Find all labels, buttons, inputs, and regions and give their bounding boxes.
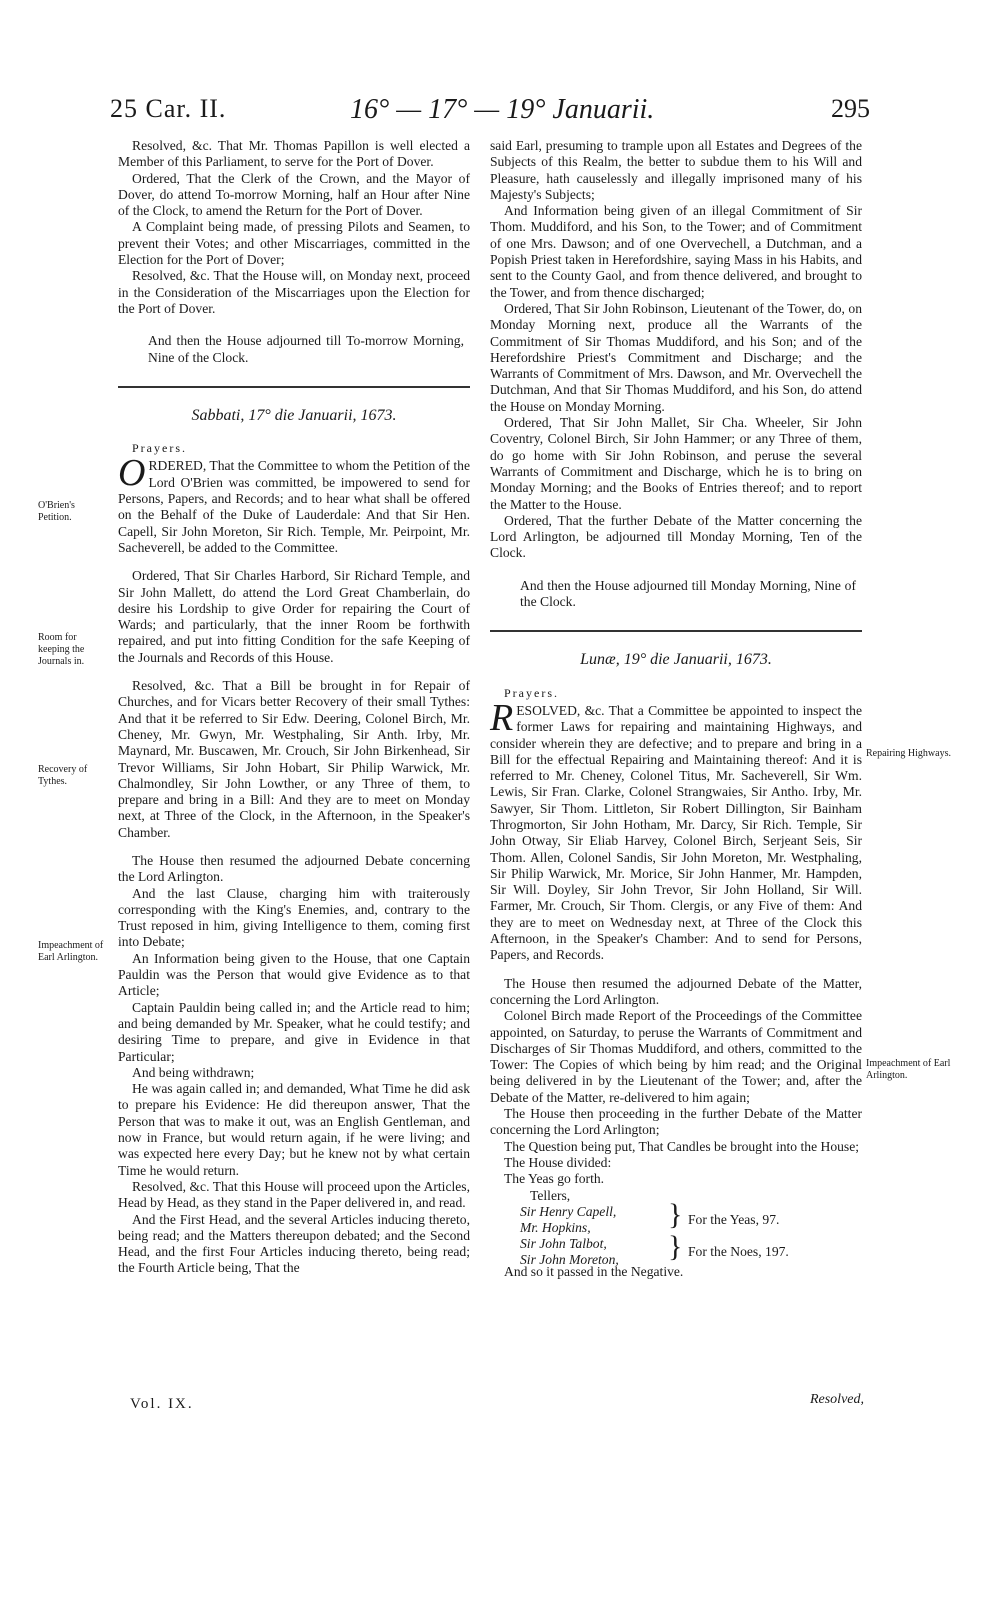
paragraph-captain: Captain Pauldin being called in; and the Article read to him; and being demanded by Mr. Speaker, what he could testify; and desiring Time to prepare, and give in Evidence in that Particular;: [118, 999, 470, 1064]
paragraph-negative: And so it passed in the Negative.: [504, 1263, 684, 1279]
paragraph-said-earl: said Earl, presuming to trample upon all Estates and Degrees of the Subjects of this Realm, the better to subdue them to his Will and Pleasure, hath causelessly and illegally imprisoned many of his Majesty's Subjects;: [490, 138, 862, 202]
regnal-year: 25 Car. II.: [110, 94, 227, 123]
prayers-label: Prayers.: [504, 685, 559, 700]
volume-signature: Vol. IX.: [130, 1396, 194, 1412]
teller-name: Sir John Moreton,: [520, 1251, 619, 1267]
noes-count: For the Noes, 197.: [688, 1243, 789, 1259]
teller-name: Mr. Hopkins,: [520, 1219, 591, 1235]
paragraph-complaint: A Complaint being made, of pressing Pilots and Seamen, to prevent their Votes; and other Miscarriages, committed in the Election for the Port of Dover;: [118, 219, 470, 268]
day-heading-saturday: Sabbati, 17° die Januarii, 1673.: [191, 406, 397, 424]
tellers-label: Tellers,: [530, 1187, 571, 1203]
division-line: The House divided:: [504, 1154, 612, 1170]
paragraph-proceeding: The House then proceeding in the further Debate of the Matter concerning the Lord Arlington;: [490, 1106, 862, 1138]
paragraph-withdrawn: And being withdrawn;: [132, 1064, 255, 1080]
paragraph-tythes: Resolved, &c. That a Bill be brought in for Repair of Churches, and for Vicars better Recovery of their small Tythes: And that it be referred to Sir Edw. Deering, Colonel Birch, Mr. Cheney, Mr. Gwyn, Mr. Westphaling, Sir Anth. Irby, Mr. Maynard, Mr. Buscawen, Mr. Crouch, Sir John Birkenhead, Sir Trevor Williams, Sir John Hobart, Sir Philip Warwick, Mr. Chalmondley, Sir John Lowther, or any Three of them, to prepare and bring in a Bill: And they are to meet on Monday next, at Three of the Clock, in the Afternoon, in the Speaker's Chamber.: [118, 678, 470, 840]
margin-note-tythes: Recovery of Tythes.: [38, 764, 88, 787]
day-heading-monday: Lunæ, 19° die Januarii, 1673.: [580, 651, 772, 669]
section-rule: [118, 386, 470, 388]
paragraph-clerk: Ordered, That the Clerk of the Crown, and the Mayor of Dover, do attend To-morrow Morning, half an Hour after Nine of the Clock, to amend the Return for the Port of Dover.: [118, 170, 470, 219]
yeas-count: For the Yeas, 97.: [688, 1211, 780, 1227]
paragraph-commitment: And Information being given of an illegal Commitment of Sir Thom. Muddiford, and his Son, to the Tower; and of Commitment of one Mrs. Dawson; and of one Overvechell, a Dutchman, and a Popish Priest taken in Herefordshire, saying Mass in his Habits, and sent to the County Gaol, and from thence delivered, and brought to the Tower, and from thence discharged;: [490, 203, 862, 300]
margin-note-obrien: O'Brien's Petition.: [38, 500, 75, 523]
paragraph-birch: Colonel Birch made Report of the Proceedings of the Committee appointed, on Saturday, to peruse the Warrants of Commitment and Discharges of Sir Thomas Muddiford, and others, committed to the Tower: The Copies of which being by him read; and the Original being delivered in by the Lieutenant of the Tower; and, after the Debate of the Matter, re-delivered to him again;: [490, 1008, 862, 1105]
paragraph-papillon: Resolved, &c. That Mr. Thomas Papillon is well elected a Member of this Parliament, to serve for the Port of Dover.: [118, 138, 470, 170]
tellers-block: [500, 1187, 862, 1267]
paragraph-first-head: And the First Head, and the several Articles inducing thereto, being read; and the Matters thereupon debated; and the Second Head, and the first Four Articles inducing thereto, being read; the Fourth Article being, That the: [118, 1211, 470, 1276]
paragraph-highways: [490, 696, 862, 964]
paragraph-resolved-monday: Resolved, &c. That the House will, on Monday next, proceed in the Consideration of the Miscarriages upon the Election for the Port of Dover.: [118, 268, 470, 316]
paragraph-proceed: Resolved, &c. That this House will proceed upon the Articles, Head by Head, as they stand in the Paper delivered in, and read.: [118, 1178, 470, 1211]
paragraph-robinson: Ordered, That Sir John Robinson, Lieutenant of the Tower, do, on Monday Morning next, produce all the Warrants of the Commitment of Sir Thomas Muddiford, and his Son; and of the Herefordshire Priest's Commitment and Discharge; and the Warrants of Commitment of Mrs. Dawson, and Mr. Overvechell the Dutchman, And that Sir Thomas Muddiford, and his Son, do attend the House on Monday Morning.: [490, 300, 862, 414]
paragraph-information: An Information being given to the House, that one Captain Pauldin was the Person that would give Evidence as to that Article;: [118, 950, 470, 999]
brace-icon: }: [668, 1197, 683, 1231]
running-head: [110, 94, 870, 134]
margin-note-room: Room for keeping the Journals in.: [38, 632, 85, 667]
drop-cap: O: [118, 452, 146, 495]
paragraph-further-debate: Ordered, That the further Debate of the Matter concerning the Lord Arlington, be adjourned till Monday Morning, Ten of the Clock.: [490, 512, 862, 561]
adjournment-note: And then the House adjourned till To-morrow Morning, Nine of the Clock.: [148, 333, 464, 365]
left-column: [118, 138, 470, 1277]
margin-note-highways: Repairing Highways.: [866, 748, 951, 759]
drop-cap: R: [490, 696, 514, 739]
paragraph-mallet: Ordered, That Sir John Mallet, Sir Cha. Wheeler, Sir John Coventry, Colonel Birch, Sir John Hammer; or any Three of them, do go home with Sir John Robinson, and peruse the several Warrants of Commitment and Discharge, which he is to bring on Monday Morning; and the Books of Entries thereof; and to report the Matter to the House.: [490, 415, 862, 512]
paragraph-question: The Question being put, That Candles be brought into the House;: [504, 1138, 860, 1154]
paragraph-harbord: Ordered, That Sir Charles Harbord, Sir Richard Temple, and Sir John Mallett, do attend the Lord Great Chamberlain, do desire his Lordship to give Order for repairing the Court of Wards; and particularly, that the inner Room be forthwith repaired, and put into fitting Condition for the safe Keeping of the Journals and Records of this House.: [118, 568, 470, 665]
page-number: 295: [831, 94, 870, 123]
section-rule: [490, 630, 862, 632]
margin-note-impeachment-right: Impeachment of Earl Arlington.: [866, 1058, 951, 1081]
catchword: Resolved,: [809, 1392, 864, 1407]
paragraph-resumed: The House then resumed the adjourned Debate of the Matter, concerning the Lord Arlington.: [490, 975, 862, 1007]
adjournment-note: And then the House adjourned till Monday Morning, Nine of the Clock.: [520, 577, 856, 610]
teller-name: Sir Henry Capell,: [520, 1203, 617, 1219]
margin-note-impeachment-left: Impeachment of Earl Arlington.: [38, 940, 104, 963]
paragraph-resumed: The House then resumed the adjourned Debate concerning the Lord Arlington.: [118, 852, 470, 885]
paragraph-highways-text: ESOLVED, &c. That a Committee be appointed to inspect the former Laws for repairing and maintaining Highways, and consider wherein they are defective; and to prepare and bring in a Bill for the effectual Repairing and Maintaining thereof: And it is referred to Mr. Cheney, Colonel Titus, Mr. Sacheverell, Sir Wm. Lewis, Sir Fran. Clarke, Colonel Strangwaies, Sir Antho. Irby, Mr. Sawyer, Sir Thom. Littleton, Sir Robert Dillington, Sir Bainham Throgmorton, Sir John Hotham, Mr. Darcy, Sir Rich. Temple, Sir John Otway, Sir Eliab Harvey, Colonel Birch, Serjeant Seis, Sir Thom. Allen, Colonel Sandis, Sir John Moreton, Mr. Westphaling, Sir Philip Warwick, Mr. Morice, Sir John Hanmer, Mr. Hampden, Sir Will. Doyley, Sir John Trevor, Sir John Holland, Sir Will. Farmer, Mr. Crouch, Sir Thom. Clergis, or any Five of them: And they are to meet on Wednesday next, at Three of the Clock this Afternoon, in the Speaker's Chamber: And to send for Persons, Papers, and Records.: [490, 702, 862, 963]
paragraph-last-clause: And the last Clause, charging him with traiterously corresponding with the King's Enemies, and, contrary to the Trust reposed in him, giving Intelligence to them, coming first into Debate;: [118, 885, 470, 950]
brace-icon: }: [668, 1229, 683, 1263]
right-column: [490, 138, 862, 1280]
date-heading: 16° — 17° — 19° Januarii.: [350, 94, 655, 125]
paragraph-called-again: He was again called in; and demanded, What Time he did ask to prepare his Evidence: He did thereupon answer, That the Person that was to make it out, was an English Gentleman, and now in France, but would return again, if he were living; and was expected here every Day; but he knew not by what certain Time he would return.: [118, 1081, 470, 1178]
paragraph-obrien-text: RDERED, That the Committee to whom the Petition of the Lord O'Brien was committed, be impowered to send for Persons, Papers, and Records; and to hear what shall be offered on the Behalf of the Duke of Lauderdale: And that Sir Hen. Capell, Sir John Moreton, Sir Rich. Temple, Mr. Peirpoint, Mr. Sacheverell, be added to the Committee.: [118, 458, 470, 555]
teller-name: Sir John Talbot,: [520, 1235, 607, 1251]
yeas-go-forth: The Yeas go forth.: [504, 1171, 605, 1187]
prayers-label: Prayers.: [132, 441, 187, 456]
paragraph-obrien: [118, 452, 470, 556]
